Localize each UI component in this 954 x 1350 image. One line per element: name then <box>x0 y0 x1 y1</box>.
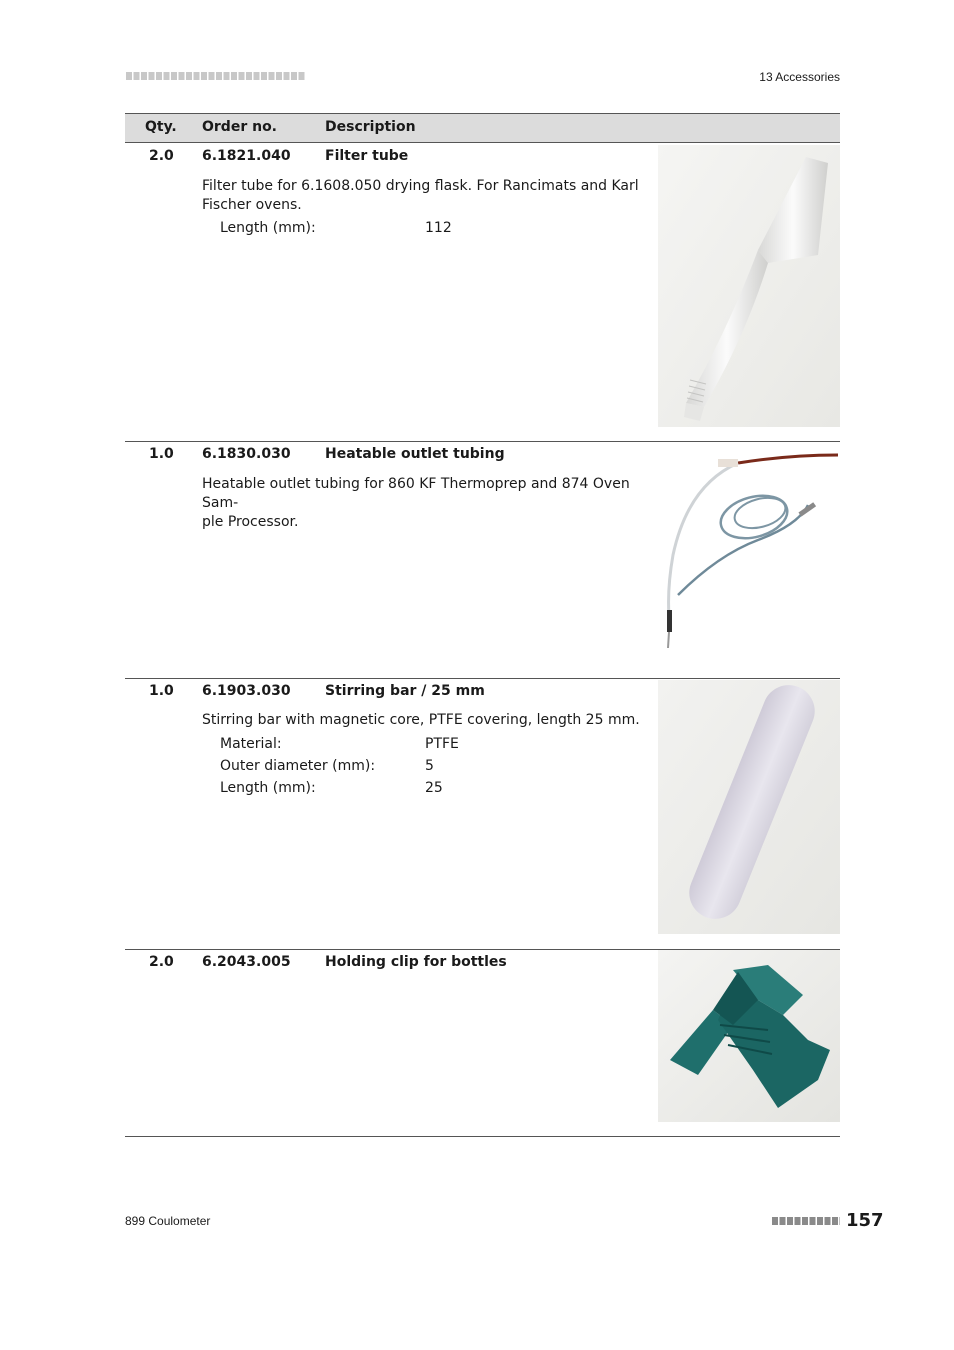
item-description: Heatable outlet tubing for 860 KF Thermoprep and 874 Oven Sam- ple Processor. <box>202 476 630 530</box>
item-qty: 2.0 <box>149 148 174 164</box>
heatable-tubing-image <box>658 445 840 650</box>
item-description: Filter tube for 6.1608.050 drying flask. For Rancimats and Karl Fischer ovens. <box>202 178 639 213</box>
spec-value: PTFE <box>425 736 459 752</box>
col-description: Description <box>325 119 416 135</box>
spec-label: Length (mm): <box>220 220 316 236</box>
item-title: Stirring bar / 25 mm <box>325 683 485 699</box>
row-divider <box>125 678 840 679</box>
spec-label: Length (mm): <box>220 780 316 796</box>
row-divider <box>125 1136 840 1137</box>
item-order-no: 6.1821.040 <box>202 148 291 164</box>
item-title: Filter tube <box>325 148 409 164</box>
footer-product: 899 Coulometer <box>125 1214 211 1228</box>
item-order-no: 6.1830.030 <box>202 446 291 462</box>
item-order-no: 6.1903.030 <box>202 683 291 699</box>
item-description: Stirring bar with magnetic core, PTFE covering, length 25 mm. <box>202 712 640 728</box>
footer-decoration <box>772 1217 840 1225</box>
spec-value: 25 <box>425 780 443 796</box>
holding-clip-image <box>658 950 840 1122</box>
item-qty: 2.0 <box>149 954 174 970</box>
item-title: Holding clip for bottles <box>325 954 507 970</box>
spec-value: 112 <box>425 220 452 236</box>
page-number: 157 <box>846 1210 884 1231</box>
header-decoration <box>126 72 306 80</box>
filter-tube-image <box>658 145 840 427</box>
spec-label: Outer diameter (mm): <box>220 758 376 774</box>
item-qty: 1.0 <box>149 446 174 462</box>
item-order-no: 6.2043.005 <box>202 954 291 970</box>
spec-value: 5 <box>425 758 434 774</box>
item-title: Heatable outlet tubing <box>325 446 505 462</box>
table-header <box>125 113 840 143</box>
spec-label: Material: <box>220 736 282 752</box>
col-order-no: Order no. <box>202 119 278 135</box>
col-qty: Qty. <box>145 119 177 135</box>
stirring-bar-image <box>658 680 840 934</box>
section-title: 13 Accessories <box>759 70 840 84</box>
item-qty: 1.0 <box>149 683 174 699</box>
row-divider <box>125 441 840 442</box>
